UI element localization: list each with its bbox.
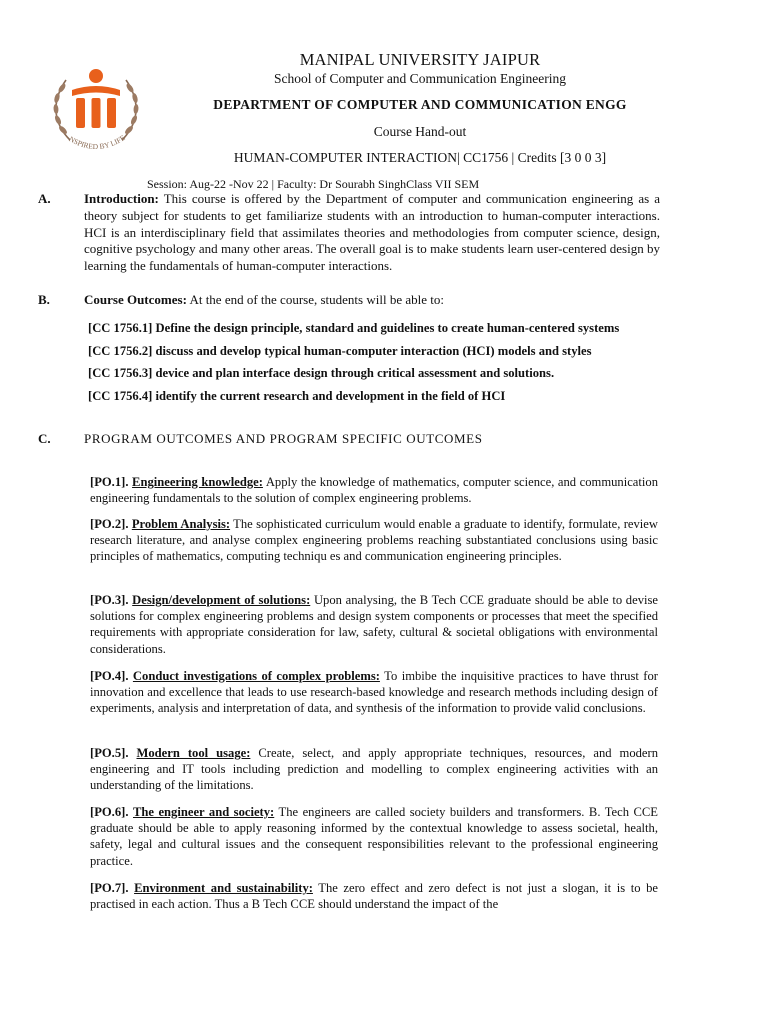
course-title-line: HUMAN-COMPUTER INTERACTION| CC1756 | Credits [3 0 0 3] — [233, 150, 607, 165]
school-name: School of Computer and Communication Engineering — [273, 71, 567, 86]
course-outcomes-list — [88, 317, 688, 407]
po-code: [PO.1]. — [90, 475, 129, 489]
program-outcome-item — [90, 880, 658, 912]
program-outcome-item — [90, 474, 658, 506]
section-a-letter: A. — [38, 191, 51, 206]
program-outcome-item — [90, 668, 658, 717]
section-a-introduction — [84, 191, 660, 275]
section-a-lead: Introduction: — [84, 191, 159, 206]
program-outcome-item — [90, 745, 658, 794]
po-title: Design/development of solutions: — [132, 593, 311, 607]
po-text: Upon analysing, the B Tech CCE graduate should be able to devise solutions for complex engineering problems and design system components or processes that meet the specified requirements with appropriate consideration for law, safety, cultural & societal obligations with environmental considerations. — [90, 593, 658, 656]
section-b-text: At the end of the course, students will be able to: — [186, 292, 444, 307]
department-name: DEPARTMENT OF COMPUTER AND COMMUNICATION ENGG — [213, 97, 627, 112]
po-text: The sophisticated curriculum would enable a graduate to identify, formulate, review research literature, and analyse complex engineering problems reaching substantiated conclusions using basic principles of mathematics, computing techniqu es and communication engineering principles. — [90, 517, 658, 564]
course-outcome-item: [CC 1756.3] device and plan interface design through critical assessment and solutions. — [88, 366, 555, 381]
university-name: MANIPAL UNIVERSITY JAIPUR — [299, 50, 541, 69]
po-code: [PO.7]. — [90, 881, 129, 895]
program-outcome-item — [90, 804, 658, 869]
session-faculty-line: Session: Aug-22 -Nov 22 | Faculty: Dr Sourabh SinghClass VII SEM — [147, 177, 480, 191]
section-c-letter: C. — [38, 431, 51, 446]
po-text: The engineers are called society builders and transformers. B. Tech CCE graduate should be able to apply reasoning informed by the contextual knowledge to assess societal, health, safety, legal and cultural issues and the consequent responsibilities relevant to the professional engineering practice. — [90, 805, 658, 868]
po-title: Problem Analysis: — [131, 517, 231, 531]
po-title: Engineering knowledge: — [132, 475, 263, 489]
po-title: The engineer and society: — [132, 805, 275, 819]
course-outcome-item: [CC 1756.1] Define the design principle, standard and guidelines to create human-centered systems — [88, 321, 620, 335]
logo-motto: NSPIRED BY LIFE — [67, 133, 127, 152]
program-outcome-item — [90, 592, 658, 657]
section-c-title: PROGRAM OUTCOMES AND PROGRAM SPECIFIC OUTCOMES — [84, 431, 483, 446]
po-text: Apply the knowledge of mathematics, computer science, and communication engineering fundamentals to the solution of complex engineering problems. — [90, 475, 658, 506]
po-code: [PO.6]. — [90, 805, 129, 819]
section-a-text: This course is offered by the Department of computer and communication engineering as a theory subject for students to get familiarize students with an introduction to human-computer interactions. HCI is an interdisciplinary field that assimilates theories and methodologies from computer science, design, cognitive psychology and many other areas. The overall goal is to make students learn user-centered design by learning the fundamentals of human-computer interactions. — [84, 191, 660, 274]
po-code: [PO.4]. — [90, 669, 129, 683]
course-outcome-item: [CC 1756.4] identify the current research and development in the field of HCI — [88, 388, 506, 403]
section-b-course-outcomes — [84, 292, 660, 309]
section-b-lead: Course Outcomes: — [84, 292, 187, 307]
po-text: Create, select, and apply appropriate techniques, resources, and modern engineering and IT tools including prediction and modelling to complex engineering activities with an understanding of the limitations. — [90, 746, 658, 793]
po-code: [PO.3]. — [90, 593, 129, 607]
po-code: [PO.5]. — [90, 746, 129, 760]
course-outcome-item: [CC 1756.2] discuss and develop typical human-computer interaction (HCI) models and styles — [88, 343, 592, 358]
po-code: [PO.2]. — [90, 517, 129, 531]
document-type: Course Hand-out — [373, 124, 467, 139]
po-text: To imbibe the inquisitive practices to have thrust for innovation and excellence that leads to use research-based knowledge and research methods including design of experiments, analysis and interpretation of data, and synthesis of the information to provide valid conclusions. — [90, 669, 658, 716]
po-text: The zero effect and zero defect is not just a slogan, it is to be practised in each action. Thus a B Tech CCE should understand the impact of the — [90, 881, 658, 912]
university-logo — [48, 60, 144, 160]
program-outcome-item — [90, 516, 658, 565]
section-b-letter: B. — [38, 292, 50, 307]
po-title: Environment and sustainability: — [134, 881, 313, 895]
po-title: Conduct investigations of complex problems: — [132, 669, 380, 683]
po-title: Modern tool usage: — [136, 746, 251, 760]
